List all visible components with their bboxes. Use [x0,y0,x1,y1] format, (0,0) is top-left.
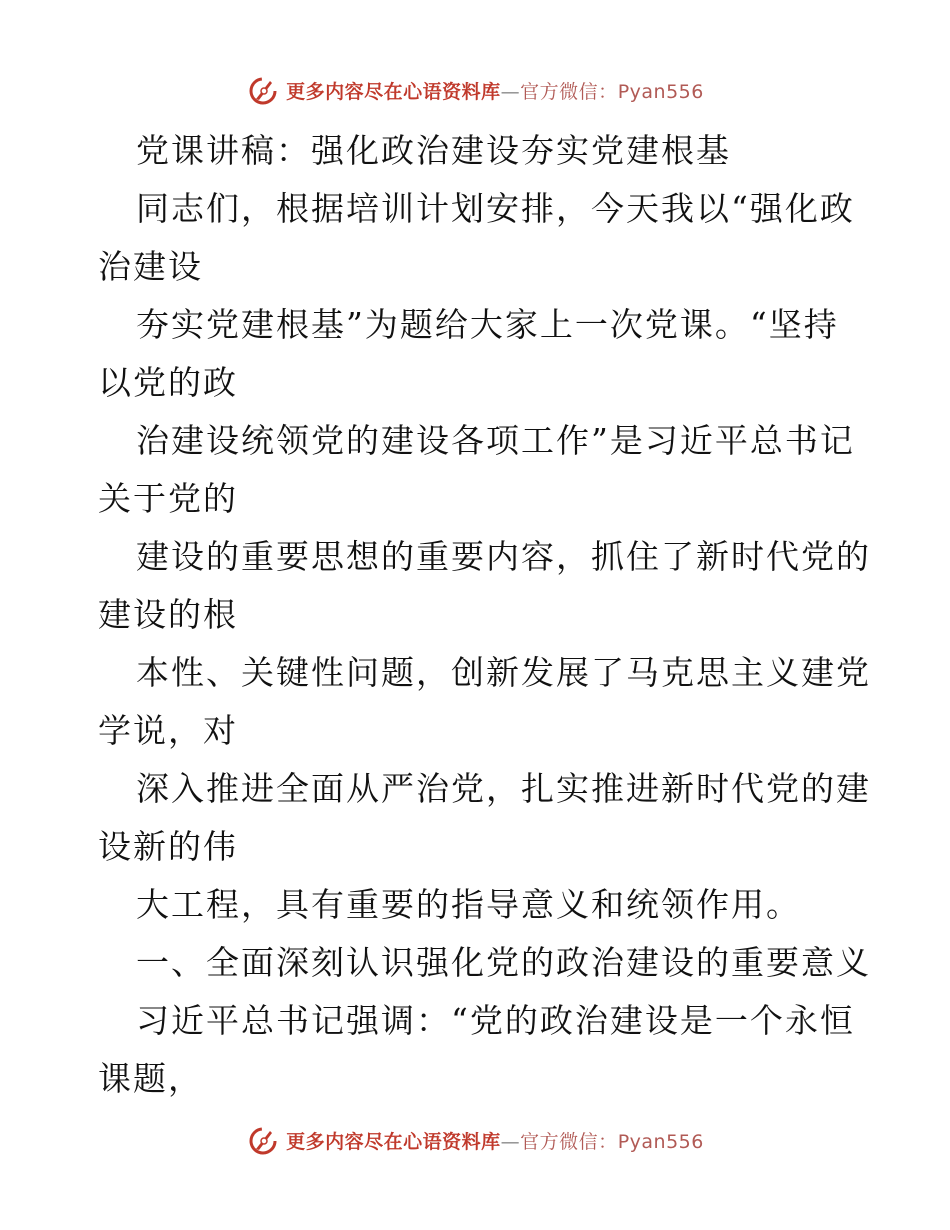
banner-brand: 更多内容尽在心语资料库 [286,1130,501,1153]
quill-swirl-logo-icon [246,1123,280,1157]
banner-wechat-label: 官方微信： [520,80,618,103]
text-line: 治建设统领党的建设各项工作”是习近平总书记 [136,421,855,460]
banner-wechat-account: Pyan556 [617,80,704,103]
text-line: 建设的根 [98,595,238,634]
text-line: 建设的重要思想的重要内容，抓住了新时代党的 [136,537,871,576]
text-line: 以党的政 [98,363,238,402]
banner-dash: — [500,80,521,103]
text-line: 一、全面深刻认识强化党的政治建设的重要意义 [136,943,871,982]
document-body [98,122,871,1108]
footer-banner [0,1120,950,1160]
banner-text [286,1127,704,1154]
text-line: 深入推进全面从严治党，扎实推进新时代党的建 [136,769,871,808]
banner-wechat-account: Pyan556 [617,1130,704,1153]
text-line: 课题， [98,1059,203,1098]
banner-wechat-label: 官方微信： [520,1130,618,1153]
text-line: 设新的伟 [98,827,238,866]
text-line: 本性、关键性问题，创新发展了马克思主义建党 [136,653,871,692]
text-line: 同志们，根据培训计划安排，今天我以“强化政 [136,189,855,228]
header-banner [0,70,950,110]
text-line: 学说，对 [98,711,238,750]
banner-brand: 更多内容尽在心语资料库 [286,80,501,103]
text-line: 治建设 [98,247,203,286]
quill-swirl-logo-icon [246,73,280,107]
text-line: 大工程，具有重要的指导意义和统领作用。 [136,885,801,924]
text-line: 关于党的 [98,479,238,518]
text-line: 习近平总书记强调：“党的政治建设是一个永恒 [136,1001,855,1040]
banner-text [286,77,704,104]
text-line: 夯实党建根基”为题给大家上一次党课。“坚持 [136,305,839,344]
banner-dash: — [500,1130,521,1153]
text-line: 党课讲稿：强化政治建设夯实党建根基 [136,131,731,170]
